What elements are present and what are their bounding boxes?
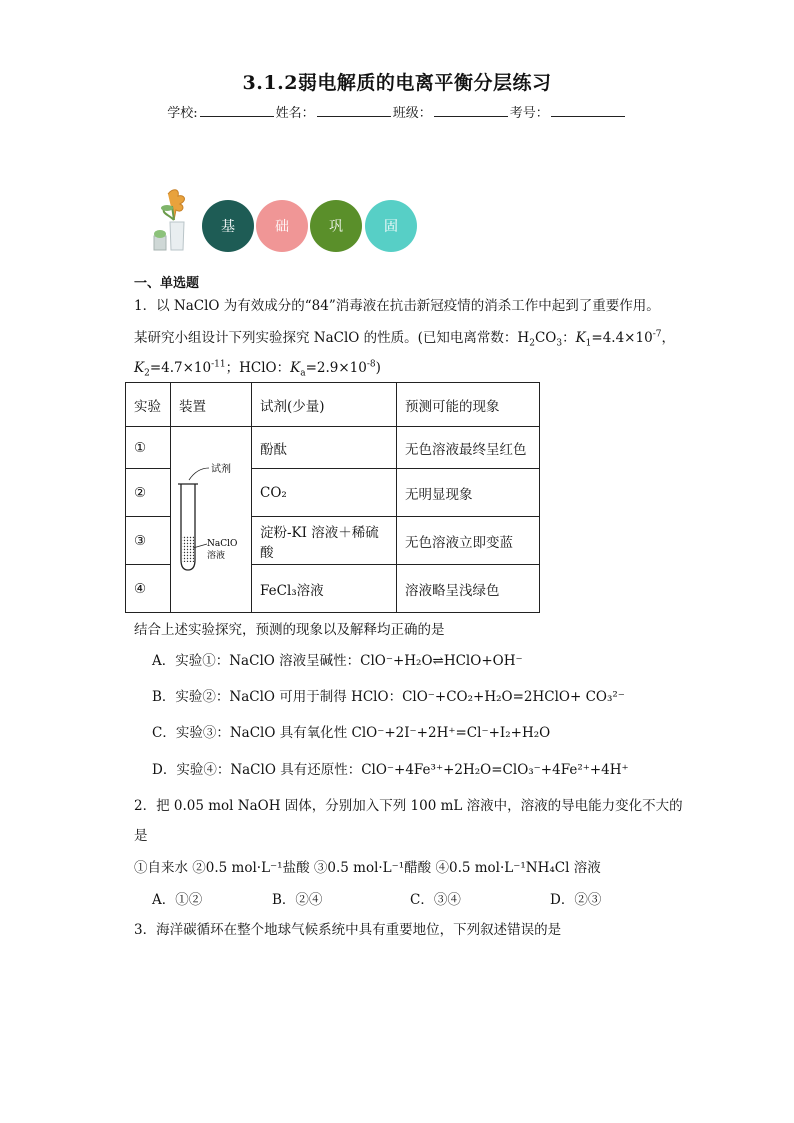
q2-option-c[interactable]: C．③④ — [410, 892, 461, 908]
table-row — [126, 427, 540, 469]
label-naclo: NaClO — [207, 538, 238, 549]
q1-prompt: 结合上述实验探究，预测的现象以及解释均正确的是 — [134, 622, 445, 638]
number-blank[interactable] — [551, 104, 625, 117]
table-header-cell: 预测可能的现象 — [397, 383, 540, 427]
q2-option-d[interactable]: D．②③ — [550, 892, 602, 908]
name-label: 姓名： — [275, 106, 315, 121]
table-cell-phenomenon: 溶液略呈浅绿色 — [397, 565, 540, 613]
class-blank[interactable] — [434, 104, 508, 117]
experiment-table — [125, 382, 540, 613]
q2-option-b[interactable]: B．②④ — [272, 892, 323, 908]
q2-line3: ①自来水 ②0.5 mol·L⁻¹盐酸 ③0.5 mol·L⁻¹醋酸 ④0.5 mol·L⁻¹NH₄Cl 溶液 — [134, 860, 601, 876]
q1-line3: $K_2=4.7\times 10^{-11}$；HClO：$K_a=2.9\times 10^{-8}$) — [134, 359, 381, 379]
name-blank[interactable] — [317, 104, 391, 117]
table-cell-phenomenon: 无色溶液最终呈红色 — [397, 427, 540, 469]
table-cell-phenomenon: 无明显现象 — [397, 469, 540, 517]
q1-option-c[interactable]: C．实验③：NaClO 具有氧化性 ClO⁻+2I⁻+2H⁺=Cl⁻+I₂+H₂O — [152, 725, 551, 741]
q2-line1: 2．把 0.05 mol NaOH 固体，分别加入下列 100 mL 溶液中，溶液的导电能力变化不大的 — [134, 798, 683, 814]
test-tube-diagram — [171, 428, 251, 608]
badge-chu: 础 — [256, 200, 308, 252]
q2-line2: 是 — [134, 828, 148, 844]
table-cell-reagent: 酚酞 — [252, 427, 397, 469]
potted-plant-icon — [150, 186, 196, 254]
badge-gong: 巩 — [310, 200, 362, 252]
number-label: 考号： — [509, 106, 549, 121]
table-cell-num: ① — [126, 427, 171, 469]
class-label: 班级： — [392, 106, 432, 121]
table-header-row — [126, 383, 540, 427]
school-blank[interactable] — [200, 104, 274, 117]
table-cell-num: ④ — [126, 565, 171, 613]
label-solution: 溶液 — [207, 550, 226, 561]
q3-line1: 3．海洋碳循环在整个地球气候系统中具有重要地位，下列叙述错误的是 — [134, 922, 562, 938]
student-info — [0, 102, 794, 121]
table-header-cell: 装置 — [171, 383, 252, 427]
q2-option-a[interactable]: A．①② — [152, 892, 203, 908]
q1-option-b[interactable]: B．实验②：NaClO 可用于制得 HClO：ClO⁻+CO₂+H₂O=2HClO+ CO₃²⁻ — [152, 689, 625, 705]
table-cell-num: ③ — [126, 517, 171, 565]
school-label: 学校: — [167, 106, 198, 121]
badge-gu: 固 — [365, 200, 417, 252]
label-reagent: 试剂 — [211, 463, 231, 475]
q1-option-a[interactable]: A．实验①：NaClO 溶液呈碱性：ClO⁻+H₂O⇌HClO+OH⁻ — [152, 653, 523, 669]
table-header-cell: 试剂(少量) — [252, 383, 397, 427]
q1-line2: 某研究小组设计下列实验探究 NaClO 的性质。(已知电离常数：$H_2CO_3$：$K_1=4.4\times 10^{-7}$， — [134, 329, 675, 349]
q1-option-d[interactable]: D．实验④：NaClO 具有还原性：ClO⁻+4Fe³⁺+2H₂O=ClO₃⁻+4Fe²⁺+4H⁺ — [152, 762, 629, 778]
table-cell-reagent: 淀粉-KI 溶液＋稀硫酸 — [252, 517, 397, 565]
table-cell-num: ② — [126, 469, 171, 517]
table-cell-reagent: CO₂ — [252, 469, 397, 517]
table-cell-phenomenon: 无色溶液立即变蓝 — [397, 517, 540, 565]
table-header-cell: 实验 — [126, 383, 171, 427]
badge-ji: 基 — [202, 200, 254, 252]
page-title: 3.1.2弱电解质的电离平衡分层练习 — [242, 72, 552, 94]
table-cell-reagent: FeCl₃溶液 — [252, 565, 397, 613]
apparatus-cell — [171, 427, 252, 613]
q1-line1: 1．以 NaClO 为有效成分的“84”消毒液在抗击新冠疫情的消杀工作中起到了重要作用。 — [134, 298, 660, 314]
section-heading: 一、单选题 — [134, 276, 200, 291]
section-badges — [150, 186, 430, 256]
